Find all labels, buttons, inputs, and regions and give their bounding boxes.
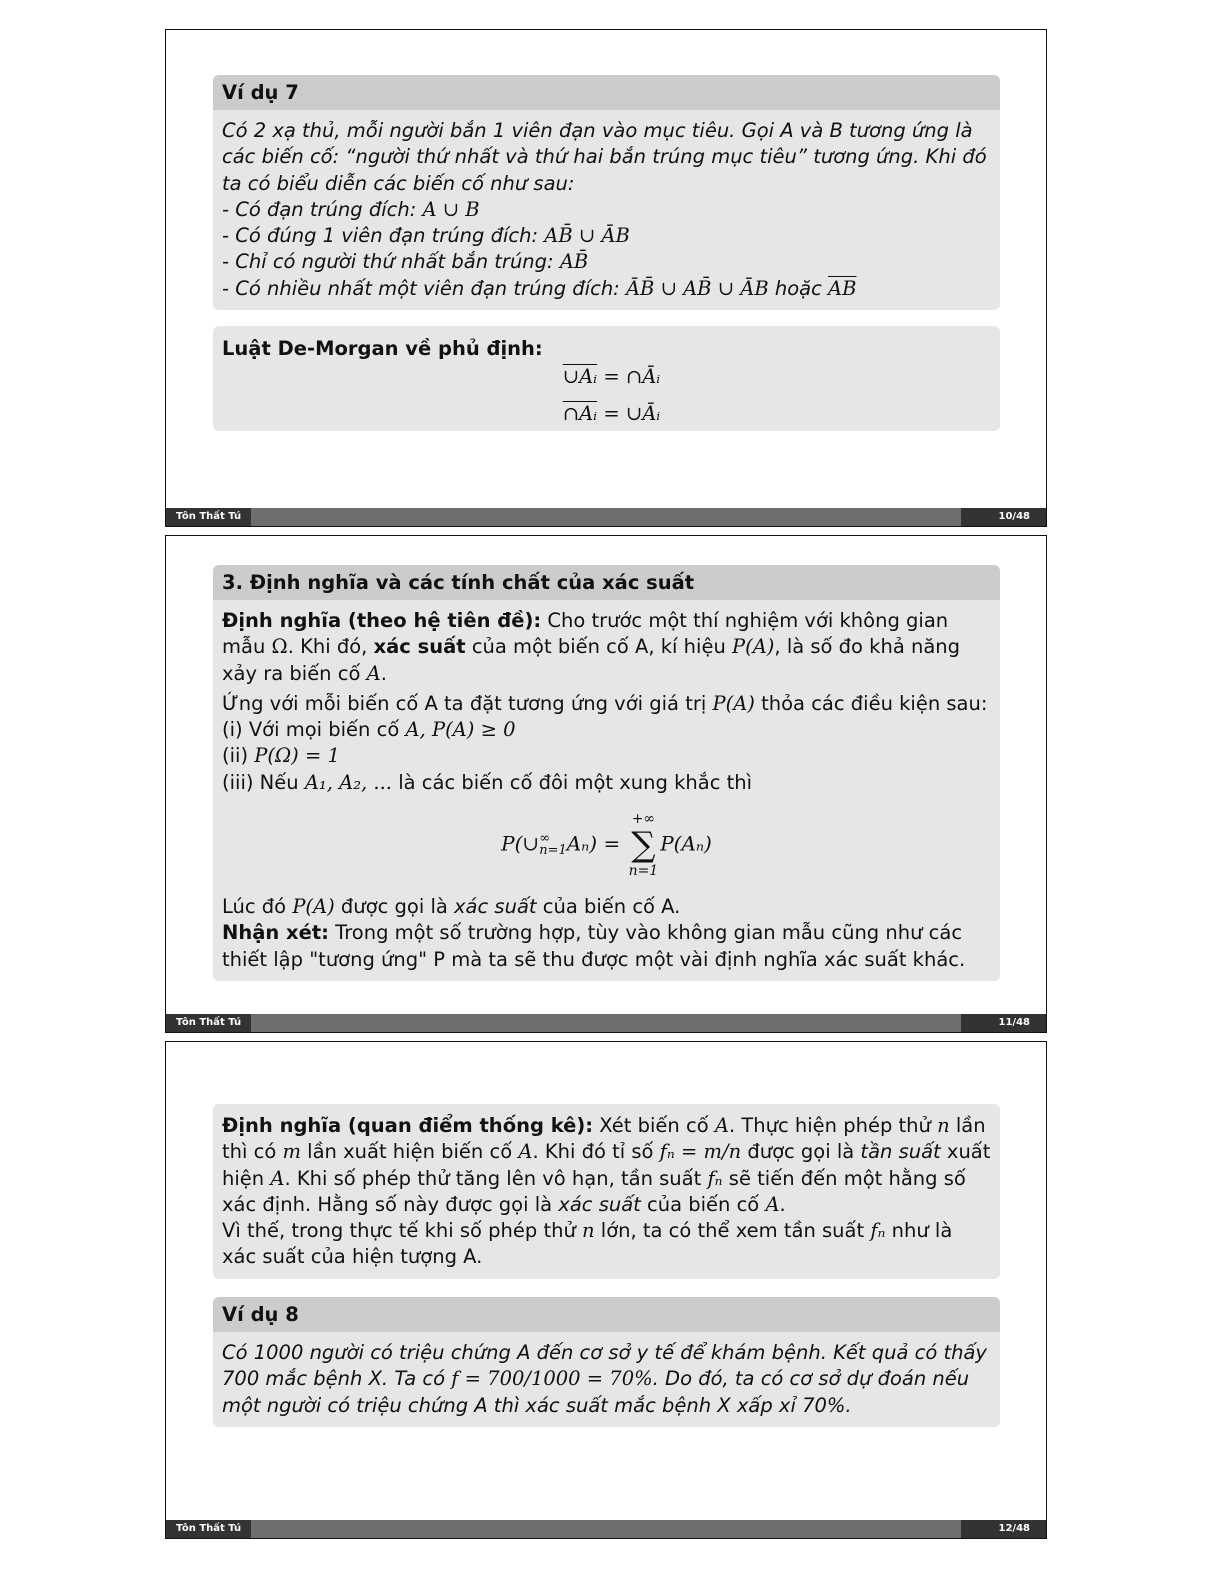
text: . Khi đó, [287,635,374,659]
item-text: - Chỉ có người thứ nhất bắn trúng: [222,250,560,274]
text: được gọi là [741,1140,861,1164]
text: Cho trước một thí nghiệm với không gian mẫu [222,609,949,659]
footer-page-number: 12/48 [961,1520,1046,1538]
item-math: A ∪ B [422,197,480,221]
math-pa: P(A) [712,691,755,715]
item-text: - Có đúng 1 viên đạn trúng đích: [222,224,545,248]
example-7-item-2 [222,223,991,249]
item-math: AB̄ ∪ ĀB [544,224,630,248]
example-7-block [213,75,1000,310]
footer-author: Tôn Thất Tú [166,508,251,526]
condition-ii [222,743,991,769]
sum-sign: ∑ [631,825,656,866]
union-sup: ∞ [539,831,551,847]
text: (ii) [222,744,255,768]
math-a: A [714,1114,729,1137]
definition-body [213,600,1000,981]
de-morgan-block [213,326,1000,431]
math-pa: P(A) [732,635,775,659]
math: f = 700/1000 = 70% [451,1367,653,1391]
union-sub: n=1 [539,843,567,859]
text: . Do đó, ta có cơ sở dự đoán nếu một người có triệu chứng A thì xác suất mắc bệnh X xấp xỉ 70%. [222,1367,970,1417]
text: của biến cố A. [536,895,681,919]
formula-left: ∪Aᵢ [562,365,598,389]
example-7-intro: Có 2 xạ thủ, mỗi người bắn 1 viên đạn vào mục tiêu. Gọi A và B tương ứng là các biến cố: “người thứ nhất và thứ hai bắn trúng mục tiêu” tương ứng. Khi đó ta có biểu diễn các biến cố như sau: [222,119,987,195]
text: sẽ tiến đến một hằng số xác định. Hằng số này được gọi là [222,1166,966,1216]
item-text: - Có đạn trúng đích: [222,197,423,221]
axiomatic-definition [222,608,991,687]
formula-right: = ∪Āᵢ [597,401,661,425]
slide-footer [166,1014,1046,1032]
text: . Khi số phép thử tăng lên vô hạn, tần suất [284,1166,708,1190]
formula-right: = ∩Āᵢ [597,365,661,389]
formula-right: P(Aₙ) [660,831,712,856]
item-text: - Có nhiều nhất một viên đạn trúng đích: [222,276,626,300]
text: được gọi là [334,895,455,919]
remark [222,920,991,973]
de-morgan-formula-1 [222,364,991,390]
union-limits [539,833,567,857]
text: xuất hiện [222,1140,991,1190]
formula-left: ∩Aᵢ [562,401,598,425]
math-fn: fₙ [870,1219,886,1243]
math: A, P(A) ≥ 0 [405,718,516,742]
text: Có 1000 người có triệu chứng A đến cơ sở y tế để khám bệnh. Kết quả có thấy 700 mắc bệnh X. Ta có [222,1341,987,1391]
footer-page-number: 11/48 [961,1014,1046,1032]
example-7-title: Ví dụ 7 [213,75,1000,110]
text: . [380,661,387,685]
text: lần thì có [222,1114,986,1164]
math-omega: Ω [271,635,288,659]
text: thỏa các điều kiện sau: [754,691,988,715]
text: (i) Với mọi biến cố [222,718,406,742]
sum-top: +∞ [631,811,656,828]
definition-label: Định nghĩa (quan điểm thống kê): [222,1114,594,1137]
sum-operator [629,810,659,880]
text: lớn, ta có thể xem tần suất [594,1219,871,1243]
example-7-item-1 [222,197,991,223]
de-morgan-title: Luật De-Morgan về phủ định: [222,337,543,360]
slide-10 [165,29,1047,527]
text: Lúc đó [222,895,293,919]
item-suffix: hoặc [768,276,829,300]
math: P(Ω) = 1 [254,744,340,768]
math-n: n [582,1219,595,1243]
text: là các biến cố đôi một xung khắc thì [392,770,753,794]
text: . Khi đó tỉ số [532,1140,660,1164]
item-math: AB̄ [559,250,589,274]
item-math: ĀB̄ ∪ AB̄ ∪ ĀB [625,276,769,300]
slide-11 [165,535,1047,1033]
math-a: A [270,1166,285,1190]
footer-page-number: 10/48 [961,508,1046,526]
remark-label: Nhận xét: [222,921,329,945]
condition-i [222,717,991,743]
slide-footer [166,1520,1046,1538]
text: Vì thế, trong thực tế khi số phép thử [222,1219,583,1243]
formula-left: P(∪ [501,831,540,856]
text: (iii) Nếu [222,770,305,794]
definition-label: Định nghĩa (theo hệ tiên đề): [222,609,542,632]
statistical-definition-block [213,1104,1000,1279]
section-title: 3. Định nghĩa và các tính chất của xác suất [213,565,1000,600]
math-n: n [937,1114,950,1137]
remark-text: Trong một số trường hợp, tùy vào không gian mẫu cũng như các thiết lập "tương ứng" P mà ta sẽ thu được một vài định nghĩa xác suất khác. [222,921,966,971]
math-a: A [366,661,381,685]
text: , là số đo khả năng xảy ra biến cố [222,635,961,685]
math-a: A [765,1192,780,1216]
math: A₁, A₂, ... [304,770,393,794]
text: của biến cố [640,1192,766,1216]
practical-note [222,1218,991,1271]
text: như là xác suất của hiện tượng A. [222,1219,953,1269]
de-morgan-formula-2 [222,401,991,427]
term-italic: xác suất [454,895,537,919]
math-pa: P(A) [292,895,335,919]
term-bold: xác suất [373,635,466,659]
additivity-formula [222,810,991,880]
conditions-intro [222,691,991,717]
example-7-body [213,110,1000,310]
example-7-item-4 [222,276,991,302]
term-italic: xác suất [558,1192,641,1216]
text: Ứng với mỗi biến cố A ta đặt tương ứng với giá trị [222,691,713,715]
math-m: m [282,1140,301,1164]
example-8-title: Ví dụ 8 [213,1297,1000,1332]
condition-iii [222,770,991,796]
conclusion [222,894,991,920]
math-a: A [518,1140,533,1164]
formula-mid: Aₙ) = [566,831,627,856]
statistical-definition [222,1113,991,1218]
definition-block [213,565,1000,981]
math-fn: fₙ [707,1166,723,1190]
example-8-block [213,1297,1000,1427]
text: . [779,1192,786,1216]
item-math-overline: $\overline{AB}$ [828,276,857,300]
sum-bottom: n=1 [628,863,659,880]
example-8-body [213,1332,1000,1427]
footer-author: Tôn Thất Tú [166,1520,251,1538]
slide-footer [166,508,1046,526]
term-italic: tần suất [860,1140,941,1164]
statistical-definition-body [213,1104,1000,1279]
slide-12 [165,1041,1047,1539]
footer-author: Tôn Thất Tú [166,1014,251,1032]
text: . Thực hiện phép thử [728,1114,938,1137]
example-7-item-3 [222,249,991,275]
text: lần xuất hiện biến cố [300,1140,519,1164]
text: của một biến cố A, kí hiệu [465,635,732,659]
math-fn-eq: fₙ = m/n [659,1140,742,1164]
text: Xét biến cố [593,1114,715,1137]
